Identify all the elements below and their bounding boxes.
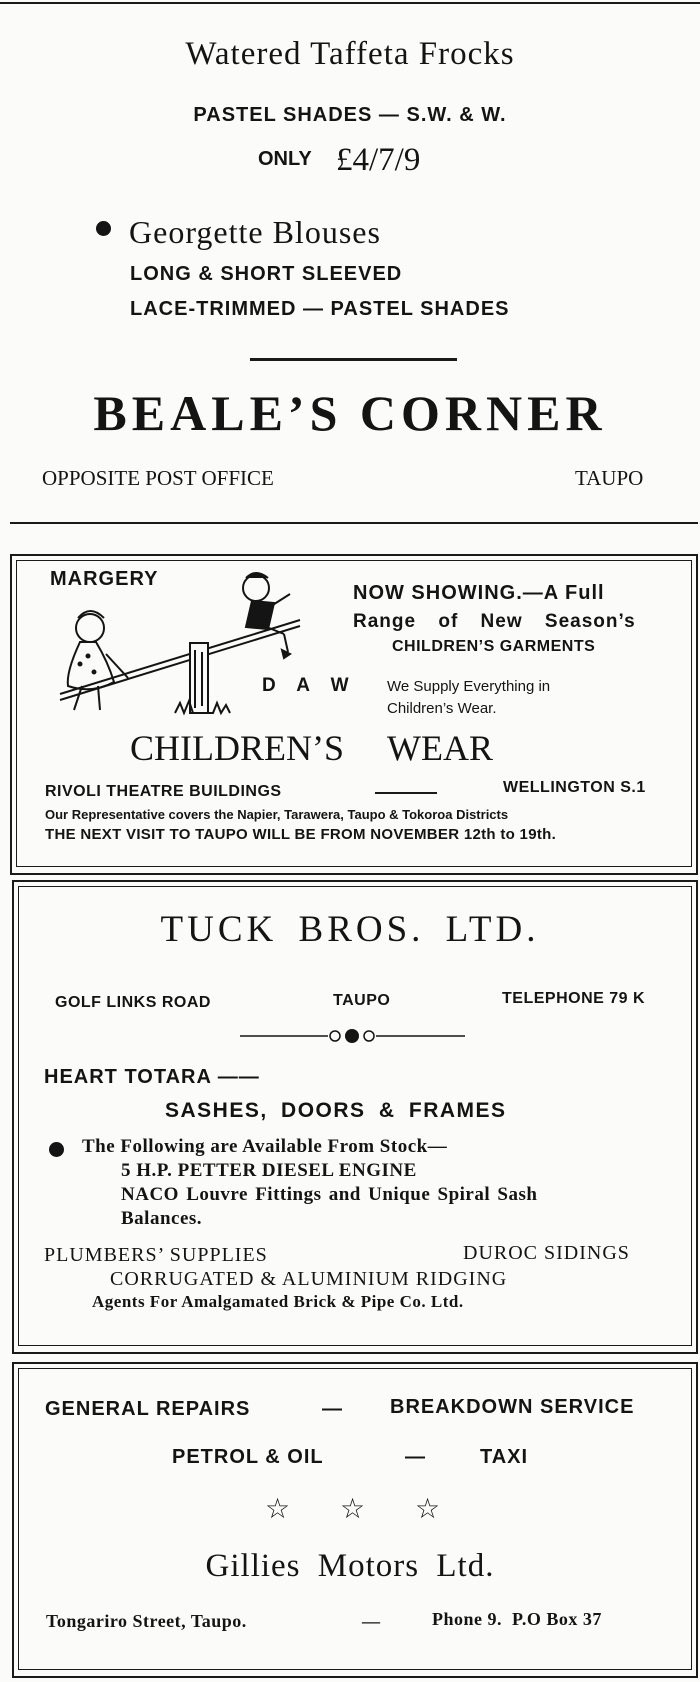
childrens-garments: CHILDREN’S GARMENTS xyxy=(392,638,596,655)
store-town: TAUPO xyxy=(575,466,644,490)
next-visit-note: THE NEXT VISIT TO TAUPO WILL BE FROM NOVEMBER 12th to 19th. xyxy=(45,826,557,843)
service-taxi: TAXI xyxy=(480,1446,529,1468)
company-address: Tongariro Street, Taupo. xyxy=(46,1611,247,1631)
representative-note: Our Representative covers the Napier, Tarawera, Taupo & Tokoroa Districts xyxy=(45,807,509,822)
store-name: BEALE’S CORNER xyxy=(93,385,607,441)
supply-line1: We Supply Everything in xyxy=(387,678,551,695)
store-location: OPPOSITE POST OFFICE xyxy=(42,466,274,490)
service-separator: — xyxy=(322,1398,342,1420)
company-name: TUCK BROS. LTD. xyxy=(160,909,540,950)
heading-childrens: CHILDREN’S xyxy=(130,728,344,768)
frocks-price: £4/7/9 xyxy=(336,142,421,178)
service-separator: — xyxy=(405,1446,425,1468)
address-dash-rule xyxy=(375,792,437,794)
blouses-heading: Georgette Blouses xyxy=(129,214,381,250)
service-breakdown: BREAKDOWN SERVICE xyxy=(390,1396,635,1418)
address-separator: — xyxy=(362,1611,380,1631)
duroc-sidings: DUROC SIDINGS xyxy=(463,1242,630,1264)
stock-heading: The Following are Available From Stock— xyxy=(82,1136,448,1157)
shop-city: WELLINGTON S.1 xyxy=(503,779,646,796)
heart-totara: HEART TOTARA —— xyxy=(44,1066,260,1088)
ornament-divider-icon xyxy=(240,1028,465,1044)
stock-item: Balances. xyxy=(121,1208,203,1229)
beales-bottom-rule xyxy=(10,522,698,524)
company-name: Gillies Motors Ltd. xyxy=(205,1548,495,1584)
brand-name-daw: D A W xyxy=(262,675,357,696)
now-showing-line1: NOW SHOWING.—A Full xyxy=(353,582,605,604)
heading-wear: WEAR xyxy=(387,728,493,768)
seesaw-children-illustration xyxy=(50,568,340,728)
price-prefix: ONLY xyxy=(258,148,312,170)
star-icon: ☆ xyxy=(265,1492,291,1525)
company-telephone: TELEPHONE 79 K xyxy=(502,990,646,1007)
divider-rule xyxy=(250,358,457,361)
company-contact: Phone 9. P.O Box 37 xyxy=(432,1609,602,1629)
brand-name-margery: MARGERY xyxy=(50,568,159,590)
frocks-shades: PASTEL SHADES — S.W. & W. xyxy=(193,104,507,126)
company-street: GOLF LINKS ROAD xyxy=(55,994,211,1011)
stock-item: 5 H.P. PETTER DIESEL ENGINE xyxy=(121,1160,417,1181)
sashes-doors-frames: SASHES, DOORS & FRAMES xyxy=(165,1099,507,1122)
company-town: TAUPO xyxy=(333,992,391,1009)
stock-item: NACO Louvre Fittings and Unique Spiral Sash xyxy=(121,1184,538,1205)
star-icon: ☆ xyxy=(415,1492,441,1525)
supply-line2: Children’s Wear. xyxy=(387,700,497,717)
blouses-sleeves: LONG & SHORT SLEEVED xyxy=(130,263,403,285)
blouses-lace: LACE-TRIMMED — PASTEL SHADES xyxy=(130,298,510,320)
now-showing-line2: Range of New Season’s xyxy=(353,611,636,632)
frocks-headline: Watered Taffeta Frocks xyxy=(185,36,515,72)
corrugated-ridging: CORRUGATED & ALUMINIUM RIDGING xyxy=(110,1268,508,1290)
star-icon: ☆ xyxy=(340,1492,366,1525)
service-general-repairs: GENERAL REPAIRS xyxy=(45,1398,251,1420)
plumbers-supplies: PLUMBERS’ SUPPLIES xyxy=(44,1244,268,1266)
agents-line: Agents For Amalgamated Brick & Pipe Co. Ltd. xyxy=(92,1292,464,1311)
top-border-rule xyxy=(0,2,700,4)
service-petrol-oil: PETROL & OIL xyxy=(172,1446,324,1468)
shop-address: RIVOLI THEATRE BUILDINGS xyxy=(45,783,282,800)
bullet-icon xyxy=(96,221,111,236)
bullet-icon xyxy=(49,1142,64,1157)
